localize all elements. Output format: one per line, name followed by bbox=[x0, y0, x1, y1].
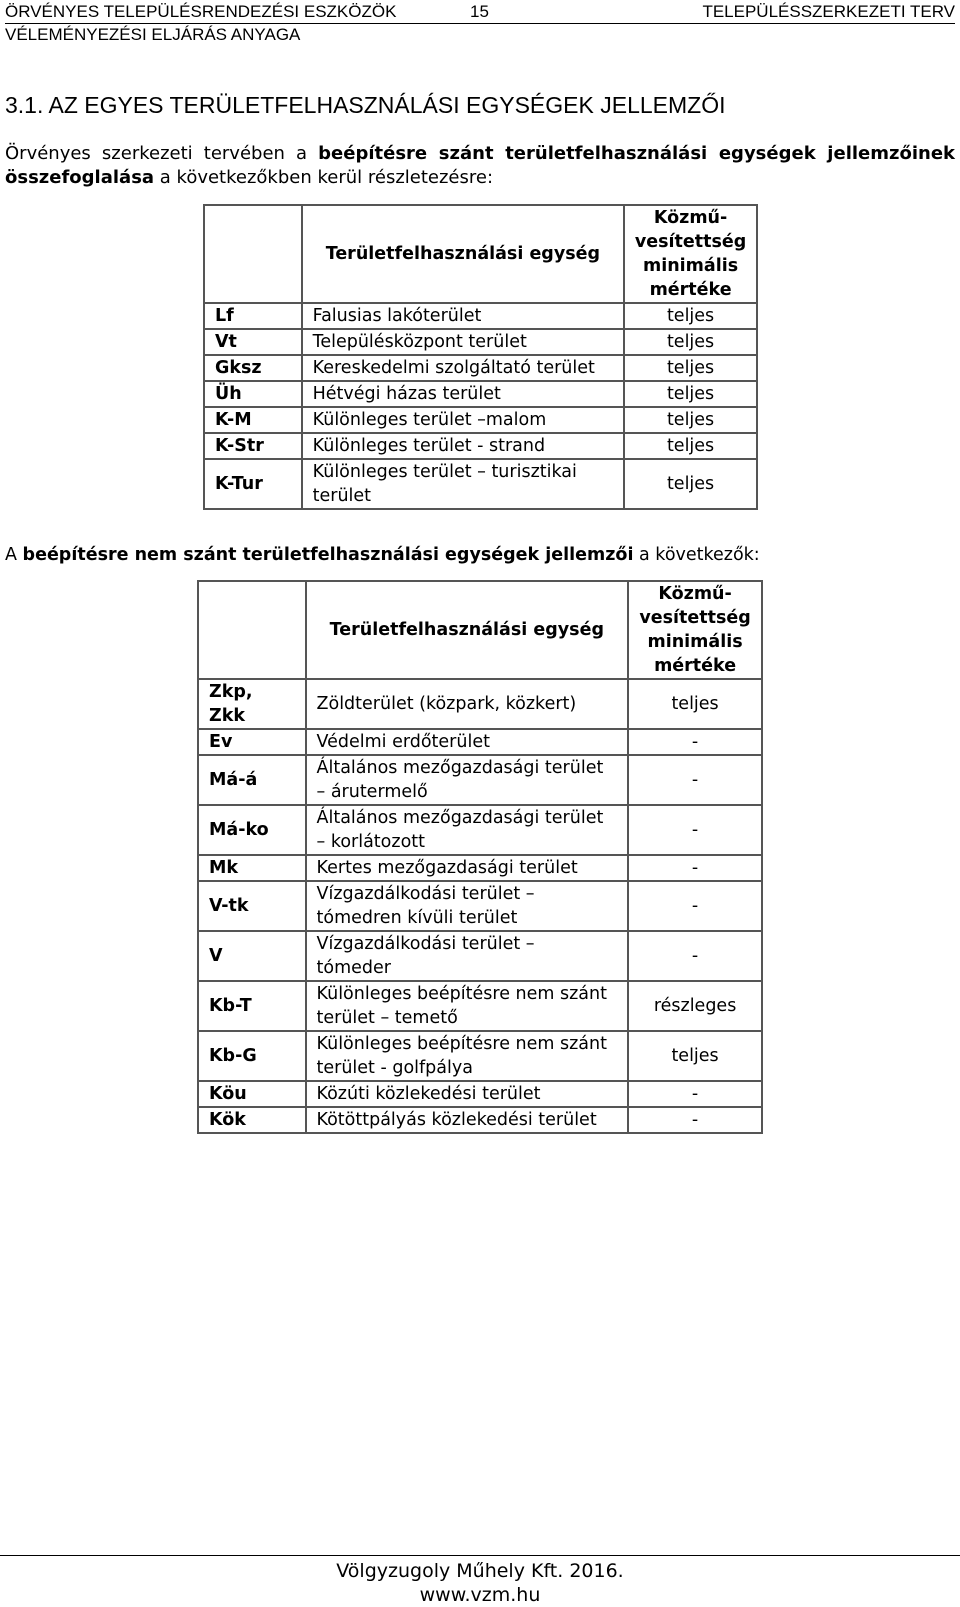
table-row bbox=[204, 355, 757, 381]
land-use-code: Zkp, Zkk bbox=[198, 679, 306, 729]
land-use-name bbox=[306, 755, 629, 805]
land-use-code: Mk bbox=[198, 855, 306, 881]
header-utility-line: mértéke bbox=[649, 280, 732, 300]
header-utility-line: vesítettség bbox=[634, 232, 747, 252]
land-use-code: Vt bbox=[204, 329, 302, 355]
para2-bold-text: beépítésre nem szánt területfelhasználási egységek jellemzői bbox=[22, 545, 634, 565]
page-footer bbox=[0, 1555, 960, 1607]
land-use-name-line: tómedren kívüli terület bbox=[316, 908, 518, 928]
land-use-name bbox=[306, 881, 629, 931]
land-use-name-line: Különleges beépítésre nem szánt bbox=[316, 1034, 607, 1054]
land-use-name-line: terület - golfpálya bbox=[316, 1058, 473, 1078]
land-use-name: Kereskedelmi szolgáltató terület bbox=[302, 355, 625, 381]
land-use-code: Kb-T bbox=[198, 981, 306, 1031]
utility-level: teljes bbox=[624, 459, 757, 509]
land-use-code: V-tk bbox=[198, 881, 306, 931]
land-use-name: Falusias lakóterület bbox=[302, 303, 625, 329]
table-row bbox=[198, 805, 762, 855]
utility-level: - bbox=[628, 805, 762, 855]
table-row bbox=[204, 303, 757, 329]
column-header-land-use-unit: Területfelhasználási egység bbox=[306, 581, 629, 679]
utility-level: teljes bbox=[624, 433, 757, 459]
table-row bbox=[198, 1081, 762, 1107]
column-header-utility-level bbox=[624, 205, 757, 303]
table-row bbox=[204, 433, 757, 459]
header-utility-line: vesítettség bbox=[639, 608, 751, 628]
land-use-name: Kötöttpályás közlekedési terület bbox=[306, 1107, 629, 1133]
column-header-code bbox=[204, 205, 302, 303]
table-row bbox=[198, 1031, 762, 1081]
land-use-name: Különleges terület - strand bbox=[302, 433, 625, 459]
para2-text-start: A bbox=[5, 545, 23, 565]
intro-bold-text: beépítésre szánt területfelhasználási egységek jellemzőinek összefoglalása bbox=[5, 143, 955, 188]
non-built-up-land-use-table bbox=[197, 580, 763, 1134]
land-use-name bbox=[306, 931, 629, 981]
header-utility-line: minimális bbox=[647, 632, 743, 652]
land-use-name: Különleges terület –malom bbox=[302, 407, 625, 433]
table-row bbox=[198, 679, 762, 729]
table-row bbox=[198, 1107, 762, 1133]
utility-level: - bbox=[628, 931, 762, 981]
header-subtitle: VÉLEMÉNYEZÉSI ELJÁRÁS ANYAGA bbox=[5, 25, 301, 44]
land-use-code: Köu bbox=[198, 1081, 306, 1107]
land-use-name-line: Általános mezőgazdasági terület bbox=[316, 758, 604, 778]
intro-paragraph bbox=[5, 142, 955, 190]
column-header-code bbox=[198, 581, 306, 679]
land-use-name-line: Vízgazdálkodási terület – bbox=[316, 934, 535, 954]
header-utility-line: mértéke bbox=[654, 656, 737, 676]
column-header-land-use-unit: Területfelhasználási egység bbox=[302, 205, 625, 303]
table-row bbox=[198, 855, 762, 881]
land-use-name-line: – korlátozott bbox=[316, 832, 425, 852]
land-use-code: Kök bbox=[198, 1107, 306, 1133]
table-row bbox=[198, 755, 762, 805]
table-row bbox=[204, 381, 757, 407]
para2-text-end: a következők: bbox=[633, 545, 760, 565]
land-use-name: Településközpont terület bbox=[302, 329, 625, 355]
land-use-name bbox=[302, 459, 625, 509]
land-use-name-line: tómeder bbox=[316, 958, 391, 978]
land-use-code: Gksz bbox=[204, 355, 302, 381]
utility-level: - bbox=[628, 855, 762, 881]
land-use-name-line: – árutermelő bbox=[316, 782, 428, 802]
utility-level: teljes bbox=[624, 303, 757, 329]
page-header bbox=[5, 0, 955, 24]
land-use-name: Hétvégi házas terület bbox=[302, 381, 625, 407]
utility-level: teljes bbox=[624, 355, 757, 381]
utility-level: - bbox=[628, 1081, 762, 1107]
land-use-name-line: terület bbox=[312, 486, 372, 506]
land-use-code: Má-á bbox=[198, 755, 306, 805]
land-use-name-line: Különleges terület – turisztikai bbox=[312, 462, 577, 482]
header-document-title: ÖRVÉNYES TELEPÜLÉSRENDEZÉSI ESZKÖZÖK bbox=[5, 2, 397, 21]
land-use-name-line: Különleges beépítésre nem szánt bbox=[316, 984, 607, 1004]
table-row bbox=[204, 329, 757, 355]
table-header-row bbox=[204, 205, 757, 303]
table-row bbox=[198, 981, 762, 1031]
footer-website: www.vzm.hu bbox=[419, 1584, 541, 1606]
land-use-code: K-M bbox=[204, 407, 302, 433]
table-row bbox=[198, 881, 762, 931]
utility-level: részleges bbox=[628, 981, 762, 1031]
header-line bbox=[5, 0, 955, 23]
built-up-land-use-table bbox=[203, 204, 758, 510]
utility-level: - bbox=[628, 881, 762, 931]
footer-company: Völgyzugoly Műhely Kft. 2016. bbox=[336, 1560, 624, 1582]
land-use-code: Ev bbox=[198, 729, 306, 755]
utility-level: teljes bbox=[628, 679, 762, 729]
header-plan-type: TELEPÜLÉSSZERKEZETI TERV bbox=[702, 2, 955, 21]
non-built-up-intro bbox=[5, 543, 955, 567]
table-row bbox=[198, 729, 762, 755]
utility-level: teljes bbox=[624, 407, 757, 433]
intro-text-start: Örvényes szerkezeti tervében a bbox=[5, 143, 319, 164]
land-use-code: V bbox=[198, 931, 306, 981]
land-use-name: Közúti közlekedési terület bbox=[306, 1081, 629, 1107]
table-header-row bbox=[198, 581, 762, 679]
page-number: 15 bbox=[470, 2, 489, 21]
land-use-code: Üh bbox=[204, 381, 302, 407]
utility-level: - bbox=[628, 755, 762, 805]
land-use-name bbox=[306, 805, 629, 855]
land-use-code: Lf bbox=[204, 303, 302, 329]
land-use-name-line: Vízgazdálkodási terület – bbox=[316, 884, 535, 904]
section-title: 3.1. AZ EGYES TERÜLETFELHASZNÁLÁSI EGYSÉGEK JELLEMZŐI bbox=[5, 92, 726, 118]
utility-level: - bbox=[628, 729, 762, 755]
table-row bbox=[198, 931, 762, 981]
land-use-name bbox=[306, 981, 629, 1031]
land-use-name-line: Általános mezőgazdasági terület bbox=[316, 808, 604, 828]
utility-level: teljes bbox=[624, 329, 757, 355]
land-use-code: K-Str bbox=[204, 433, 302, 459]
land-use-code: K-Tur bbox=[204, 459, 302, 509]
land-use-code: Má-ko bbox=[198, 805, 306, 855]
land-use-name bbox=[306, 1031, 629, 1081]
header-utility-line: minimális bbox=[642, 256, 739, 276]
column-header-utility-level bbox=[628, 581, 762, 679]
land-use-name: Védelmi erdőterület bbox=[306, 729, 629, 755]
land-use-name: Kertes mezőgazdasági terület bbox=[306, 855, 629, 881]
land-use-code: Kb-G bbox=[198, 1031, 306, 1081]
utility-level: teljes bbox=[628, 1031, 762, 1081]
intro-text-end: a következőkben kerül részletezésre: bbox=[154, 167, 494, 188]
table-row bbox=[204, 459, 757, 509]
header-utility-line: Közmű- bbox=[658, 584, 732, 604]
table-row bbox=[204, 407, 757, 433]
header-utility-line: Közmű- bbox=[653, 208, 728, 228]
utility-level: teljes bbox=[624, 381, 757, 407]
utility-level: - bbox=[628, 1107, 762, 1133]
land-use-name-line: terület – temető bbox=[316, 1008, 458, 1028]
land-use-name: Zöldterület (közpark, közkert) bbox=[306, 679, 629, 729]
